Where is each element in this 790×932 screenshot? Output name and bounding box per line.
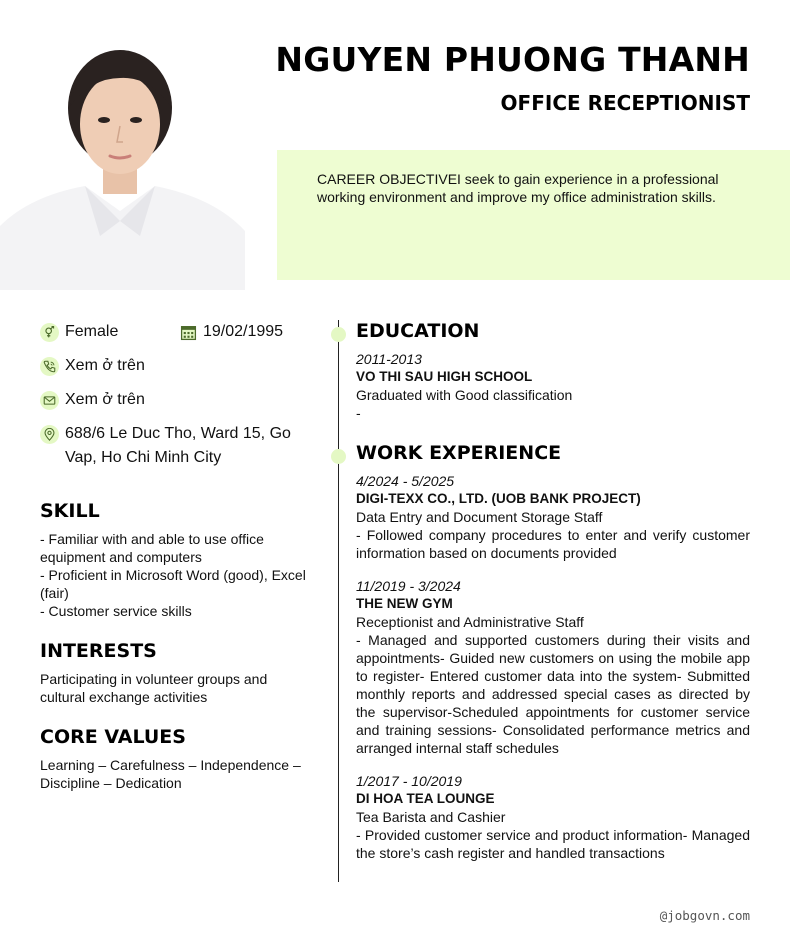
skill-list (40, 530, 310, 620)
objective-panel (277, 150, 790, 280)
phone-value: Xem ở trên (65, 357, 145, 374)
location-icon (40, 425, 59, 444)
calendar-icon (180, 324, 197, 341)
entry-role: Data Entry and Document Storage Staff (356, 509, 603, 525)
education-entry (356, 350, 750, 422)
career-objective: CAREER OBJECTIVEI seek to gain experience in a professional working environment and improve my office administration skills. (317, 171, 719, 205)
skill-title: SKILL (40, 500, 100, 522)
email-value: Xem ở trên (65, 391, 145, 408)
gender-row (40, 320, 118, 344)
skill-item: - Customer service skills (40, 603, 192, 619)
entry-desc: - Followed company procedures to enter and verify customer information based on documents provided (356, 527, 750, 561)
entry-period: 11/2019 - 3/2024 (356, 578, 461, 594)
birthdate-value: 19/02/1995 (203, 323, 284, 340)
entry-org: DI HOA TEA LOUNGE (356, 791, 495, 806)
entry-period: 2011-2013 (356, 351, 422, 367)
email-icon (40, 391, 59, 410)
core-values-text: Learning – Carefulness – Independence – Discipline – Dedication (40, 757, 301, 791)
phone-icon (40, 357, 59, 376)
entry-desc: - (356, 405, 361, 421)
phone-row (40, 354, 145, 378)
entry-role: Receptionist and Administrative Staff (356, 614, 584, 630)
profile-photo (0, 36, 245, 290)
entry-org: THE NEW GYM (356, 596, 453, 611)
core-values-title: CORE VALUES (40, 726, 186, 748)
work-title: WORK EXPERIENCE (356, 442, 562, 464)
work-entry (356, 472, 750, 562)
birthdate-row (180, 320, 283, 344)
work-dot (331, 449, 346, 464)
address-row (40, 422, 310, 470)
job-title: OFFICE RECEPTIONIST (500, 91, 750, 115)
entry-desc: - Managed and supported customers during their visits and appointments- Guided new customers on using the mobile app to register- Entered customer data into the system- Submitted monthly reports and addressed special cases as directed by the supervisor-Scheduled appointments for customer service and training sessions- Consolidated performance metrics and arranged internal staff schedules (356, 632, 750, 756)
entry-org: DIGI-TEXX CO., LTD. (UOB BANK PROJECT) (356, 491, 641, 506)
entry-period: 4/2024 - 5/2025 (356, 473, 455, 489)
watermark: @jobgovn.com (659, 908, 750, 923)
entry-role: Graduated with Good classification (356, 387, 573, 403)
candidate-name: NGUYEN PHUONG THANH (275, 40, 750, 79)
work-entry (356, 772, 750, 862)
entry-desc: - Provided customer service and product information- Managed the store’s cash register and handled transactions (356, 827, 750, 861)
entry-period: 1/2017 - 10/2019 (356, 773, 462, 789)
gender-icon (40, 323, 59, 342)
skill-item: - Familiar with and able to use office equipment and computers (40, 531, 264, 565)
email-row (40, 388, 145, 412)
entry-org: VO THI SAU HIGH SCHOOL (356, 369, 533, 384)
education-title: EDUCATION (356, 320, 480, 342)
skill-item: - Proficient in Microsoft Word (good), Excel (fair) (40, 567, 306, 601)
interests-title: INTERESTS (40, 640, 157, 662)
address-value: 688/6 Le Duc Tho, Ward 15, Go Vap, Ho Chi Minh City (65, 425, 291, 466)
work-entry (356, 577, 750, 757)
timeline-line (338, 320, 339, 882)
entry-role: Tea Barista and Cashier (356, 809, 506, 825)
education-dot (331, 327, 346, 342)
gender-value: Female (65, 323, 119, 340)
interests-text: Participating in volunteer groups and cultural exchange activities (40, 671, 268, 705)
